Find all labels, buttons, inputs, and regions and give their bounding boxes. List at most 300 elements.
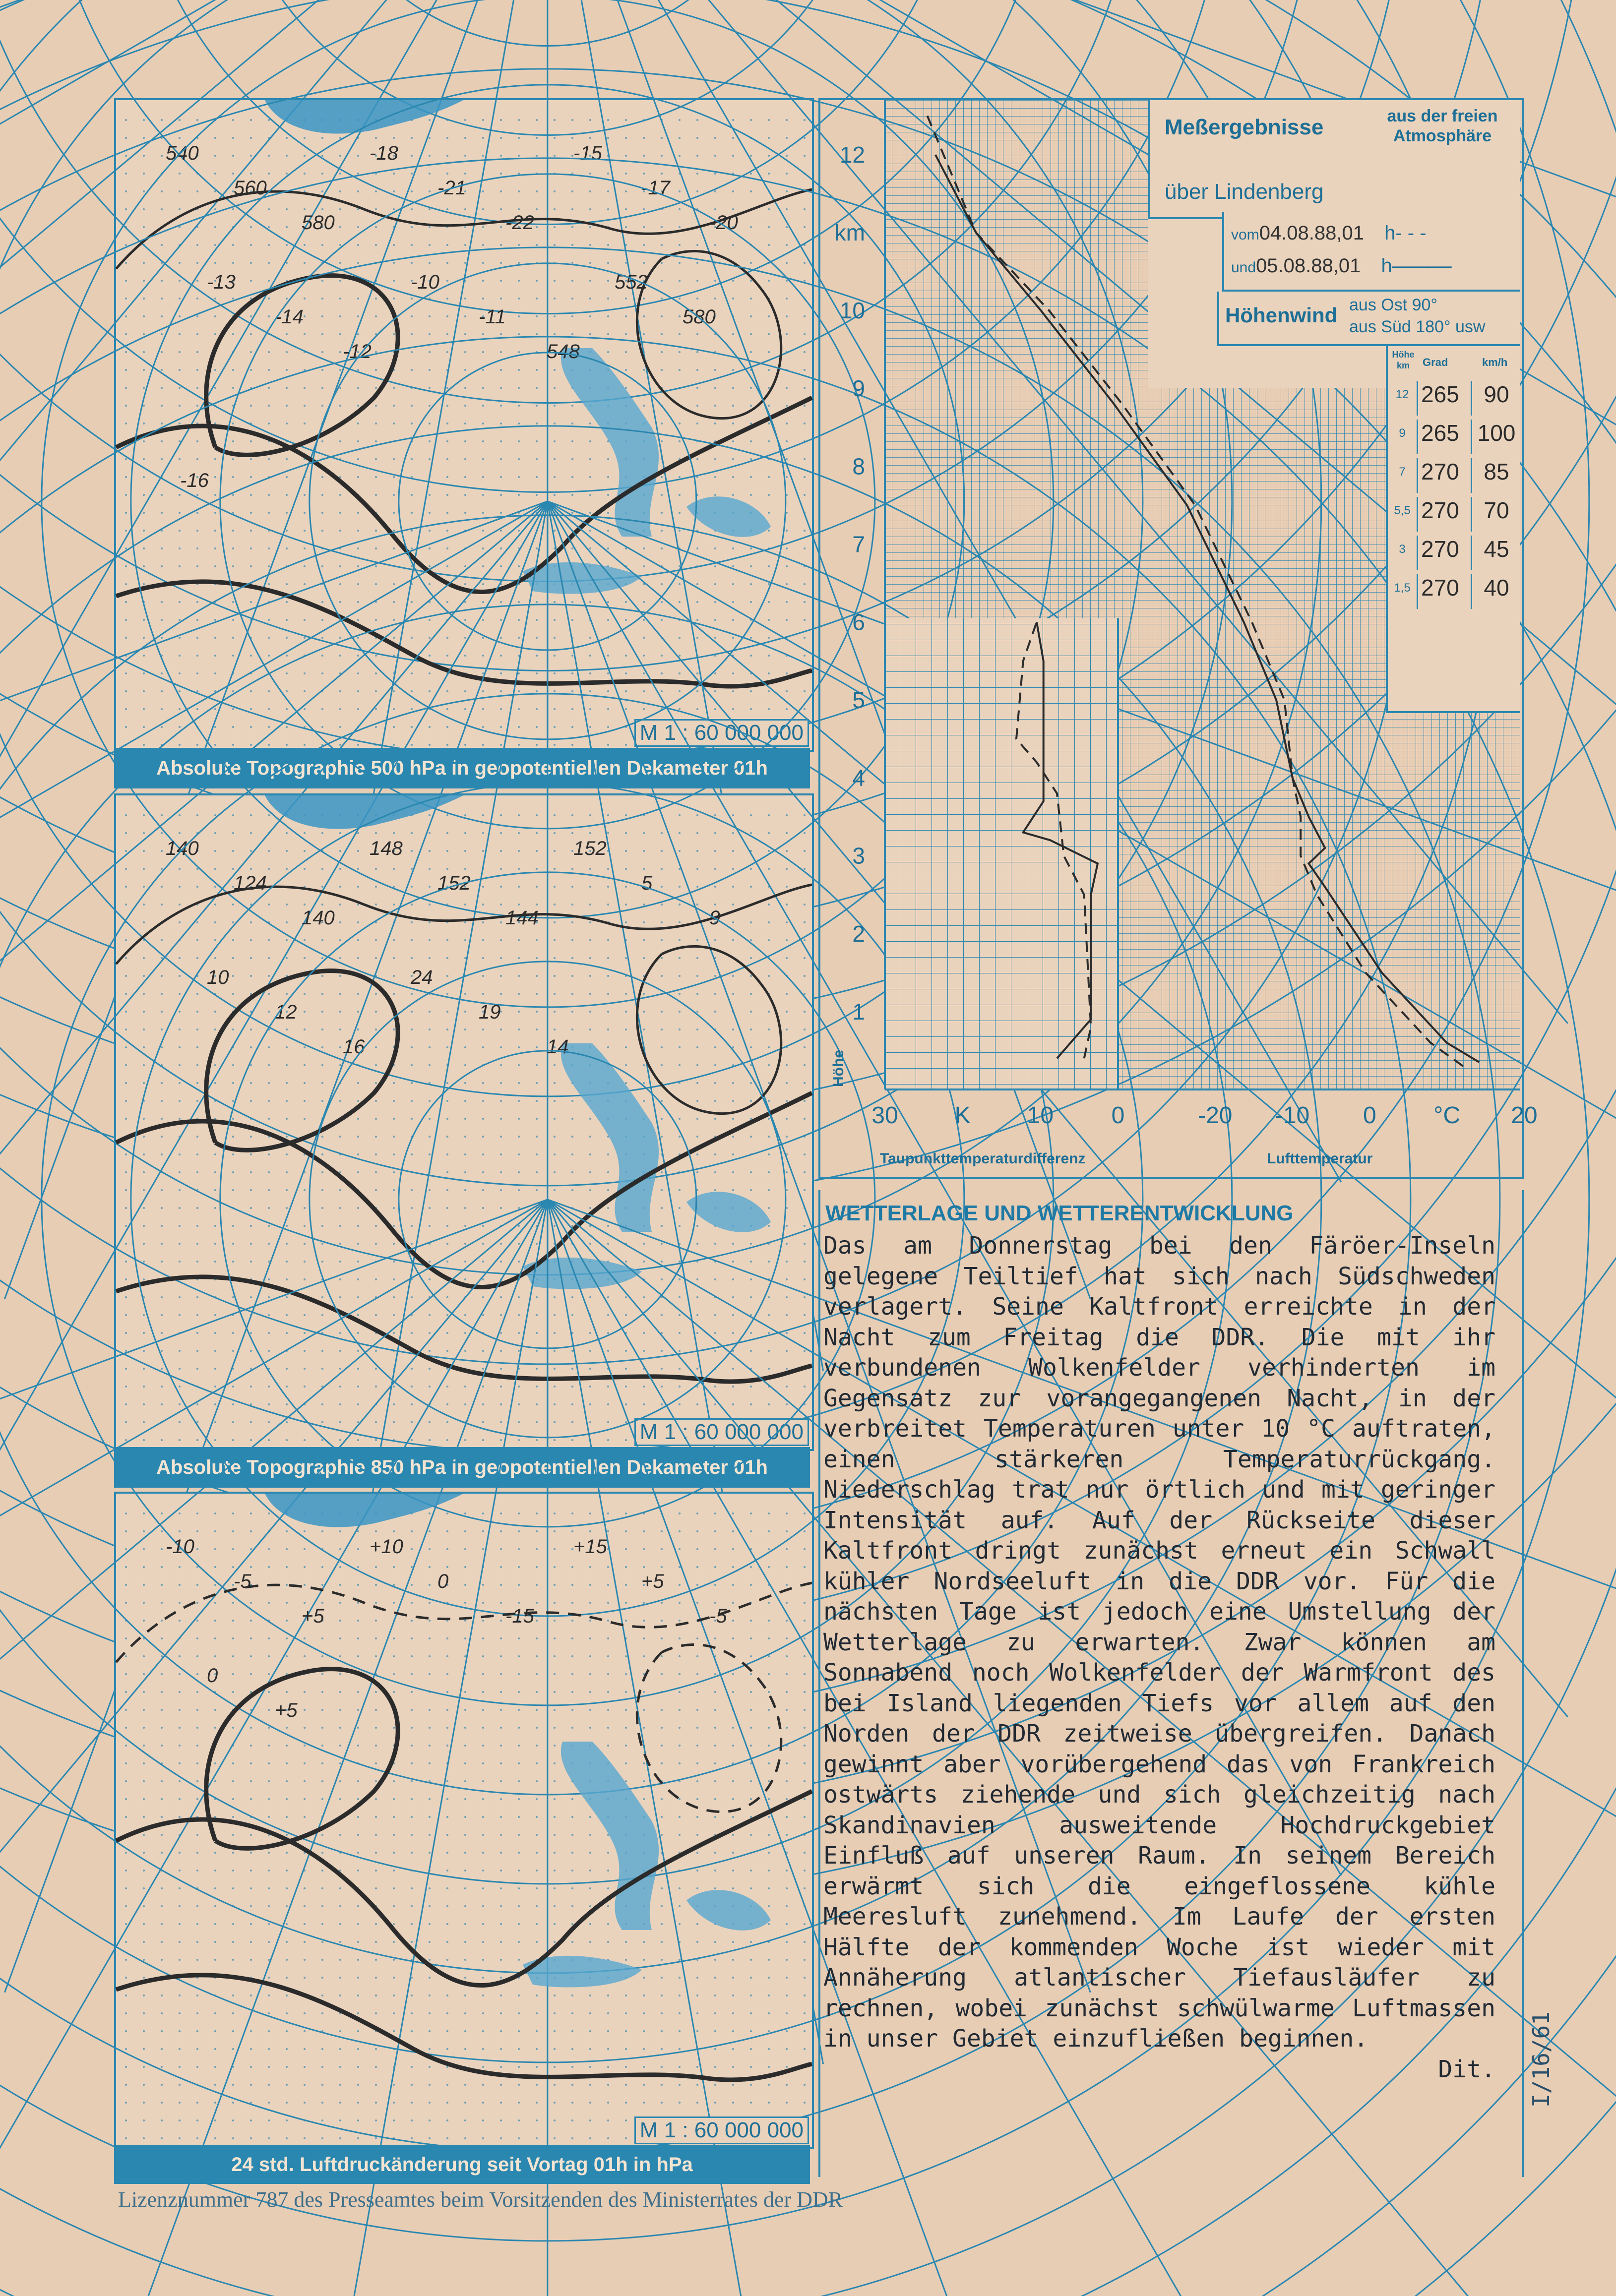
land-dot (661, 1923, 663, 1925)
land-dot (679, 1189, 681, 1191)
land-dot (339, 1620, 341, 1622)
land-dot (232, 1421, 234, 1423)
land-dot (786, 921, 788, 923)
land-dot (518, 637, 520, 639)
land-dot (696, 1314, 698, 1316)
land-dot (179, 2119, 181, 2121)
land-dot (732, 2048, 734, 2050)
land-dot (250, 1100, 252, 1102)
land-dot (732, 1584, 734, 1586)
land-dot (268, 1243, 270, 1245)
land-dot (536, 155, 538, 157)
land-dot (536, 1350, 538, 1352)
land-dot (518, 1314, 520, 1316)
land-dot (607, 1189, 609, 1191)
land-dot (143, 208, 145, 210)
land-dot (607, 458, 609, 460)
land-dot (429, 262, 431, 264)
land-dot (411, 2137, 413, 2139)
land-dot (446, 1332, 448, 1334)
land-dot (696, 832, 698, 834)
land-dot (571, 814, 573, 816)
land-dot (446, 637, 448, 639)
land-dot (786, 1994, 788, 1996)
land-dot (268, 1314, 270, 1316)
land-dot (268, 423, 270, 424)
land-dot (696, 1296, 698, 1298)
land-dot (304, 1780, 306, 1782)
land-dot (750, 423, 752, 424)
land-dot (268, 655, 270, 657)
land-dot (286, 1136, 288, 1138)
land-dot (286, 1243, 288, 1245)
land-dot (464, 476, 466, 478)
land-dot (196, 637, 198, 639)
land-dot (214, 886, 216, 888)
land-dot (768, 1314, 770, 1316)
land-dot (232, 1171, 234, 1173)
land-dot (679, 280, 681, 282)
land-dot (518, 2048, 520, 2050)
land-dot (571, 1994, 573, 1996)
land-dot (643, 1941, 645, 1943)
land-dot (339, 1941, 341, 1943)
land-dot (661, 1941, 663, 1943)
land-dot (589, 939, 591, 941)
land-dot (500, 1064, 502, 1066)
land-dot (143, 832, 145, 834)
land-dot (518, 1834, 520, 1836)
land-dot (554, 2119, 556, 2121)
land-dot (321, 1709, 323, 1711)
land-dot (536, 494, 538, 496)
land-dot (554, 904, 556, 906)
land-dot (661, 1403, 663, 1405)
land-dot (661, 476, 663, 478)
land-dot (804, 2048, 806, 2050)
land-dot (464, 1709, 466, 1711)
land-dot (214, 1153, 216, 1155)
land-dot (161, 1655, 163, 1657)
wind-table (1386, 346, 1520, 713)
land-dot (375, 137, 377, 139)
land-dot (250, 1243, 252, 1245)
land-dot (411, 850, 413, 852)
land-dot (125, 1548, 127, 1550)
land-dot (536, 850, 538, 852)
land-dot (518, 1153, 520, 1155)
land-dot (214, 744, 216, 746)
land-dot (571, 315, 573, 317)
land-dot (179, 190, 181, 192)
land-dot (768, 1977, 770, 1979)
land-dot (589, 814, 591, 816)
land-dot (518, 814, 520, 816)
land-dot (661, 2066, 663, 2068)
land-dot (571, 547, 573, 549)
land-dot (661, 298, 663, 300)
land-dot (732, 1941, 734, 1943)
land-dot (214, 1314, 216, 1316)
land-dot (357, 1655, 359, 1657)
land-dot (143, 2102, 145, 2104)
land-dot (214, 726, 216, 728)
land-dot (464, 619, 466, 621)
land-dot (714, 1403, 716, 1405)
land-dot (393, 1100, 395, 1102)
land-dot (429, 512, 431, 514)
land-dot (286, 1745, 288, 1747)
land-dot (339, 226, 341, 228)
land-dot (518, 975, 520, 977)
land-dot (446, 2048, 448, 2050)
black-sea (686, 496, 771, 537)
land-dot (554, 1350, 556, 1352)
land-dot (143, 655, 145, 657)
land-dot (643, 1403, 645, 1405)
land-dot (696, 1028, 698, 1030)
land-dot (732, 1278, 734, 1280)
land-dot (179, 280, 181, 282)
land-dot (482, 850, 484, 852)
land-dot (304, 1977, 306, 1979)
land-dot (482, 1046, 484, 1048)
land-dot (464, 744, 466, 746)
land-dot (786, 1082, 788, 1084)
land-dot (464, 904, 466, 906)
land-dot (375, 619, 377, 621)
x-right-label: Lufttemperatur (1267, 1150, 1373, 1167)
land-dot (571, 298, 573, 300)
land-dot (554, 1386, 556, 1388)
land-dot (143, 637, 145, 639)
land-dot (696, 137, 698, 139)
land-dot (518, 904, 520, 906)
land-dot (732, 1870, 734, 1872)
land-dot (143, 672, 145, 674)
land-dot (607, 814, 609, 816)
land-dot (125, 904, 127, 906)
land-dot (411, 1941, 413, 1943)
land-dot (714, 1602, 716, 1604)
land-dot (357, 1834, 359, 1836)
land-dot (643, 1637, 645, 1639)
land-dot (536, 476, 538, 478)
land-dot (446, 1512, 448, 1514)
land-dot (500, 672, 502, 674)
land-dot (464, 2048, 466, 2050)
land-dot (464, 1350, 466, 1352)
land-dot (589, 547, 591, 549)
land-dot (143, 726, 145, 728)
land-dot (571, 423, 573, 424)
land-dot (304, 333, 306, 335)
land-dot (643, 2012, 645, 2014)
land-dot (429, 1548, 431, 1550)
land-dot (589, 921, 591, 923)
land-dot (304, 1923, 306, 1925)
land-dot (125, 1727, 127, 1729)
land-dot (232, 547, 234, 549)
land-dot (429, 814, 431, 816)
land-dot (571, 244, 573, 246)
land-dot (554, 672, 556, 674)
land-dot (304, 690, 306, 692)
land-dot (411, 957, 413, 959)
land-dot (536, 423, 538, 424)
land-dot (196, 1941, 198, 1943)
land-dot (750, 2102, 752, 2104)
land-dot (321, 868, 323, 870)
land-dot (589, 423, 591, 424)
land-dot (429, 1314, 431, 1316)
land-dot (339, 1439, 341, 1441)
land-dot (482, 1709, 484, 1711)
land-dot (446, 1852, 448, 1854)
land-dot (661, 1798, 663, 1800)
land-dot (714, 1780, 716, 1782)
land-dot (500, 975, 502, 977)
land-dot (393, 1602, 395, 1604)
land-dot (321, 1637, 323, 1639)
land-dot (196, 1439, 198, 1441)
land-dot (375, 1046, 377, 1048)
land-dot (696, 1368, 698, 1370)
land-dot (464, 655, 466, 657)
land-dot (554, 921, 556, 923)
land-dot (714, 405, 716, 407)
land-dot (464, 832, 466, 834)
land-dot (661, 1261, 663, 1263)
land-dot (268, 547, 270, 549)
land-dot (714, 1566, 716, 1568)
land-dot (661, 1602, 663, 1604)
land-dot (286, 1870, 288, 1872)
land-dot (250, 975, 252, 977)
land-dot (464, 1745, 466, 1747)
land-dot (732, 1994, 734, 1996)
land-dot (304, 155, 306, 157)
land-dot (125, 155, 127, 157)
land-dot (250, 2102, 252, 2104)
land-dot (571, 494, 573, 496)
land-dot (393, 1207, 395, 1209)
land-dot (446, 957, 448, 959)
land-dot (375, 690, 377, 692)
land-dot (500, 1637, 502, 1639)
land-dot (321, 1028, 323, 1030)
land-dot (286, 690, 288, 692)
land-dot (411, 1852, 413, 1854)
land-dot (482, 1834, 484, 1836)
land-dot (125, 1959, 127, 1961)
land-dot (179, 1512, 181, 1514)
land-dot (268, 458, 270, 460)
land-dot (161, 1798, 163, 1800)
land-dot (393, 1189, 395, 1191)
land-dot (214, 939, 216, 941)
land-dot (500, 333, 502, 335)
land-dot (732, 1620, 734, 1622)
land-dot (214, 1762, 216, 1764)
land-dot (339, 387, 341, 389)
land-dot (161, 1368, 163, 1370)
land-dot (732, 1691, 734, 1693)
land-dot (214, 2066, 216, 2068)
land-dot (750, 1530, 752, 1532)
land-dot (482, 1923, 484, 1925)
land-dot (589, 1566, 591, 1568)
land-dot (696, 1745, 698, 1747)
land-dot (161, 1439, 163, 1441)
land-dot (375, 369, 377, 371)
land-dot (286, 921, 288, 923)
land-dot (714, 2102, 716, 2104)
land-dot (446, 939, 448, 941)
land-dot (411, 1762, 413, 1764)
land-dot (786, 262, 788, 264)
land-dot (696, 458, 698, 460)
land-dot (554, 1870, 556, 1872)
wind-direction: 270 (1417, 574, 1472, 609)
land-dot (250, 1046, 252, 1048)
land-dot (429, 672, 431, 674)
land-dot (125, 2137, 127, 2139)
land-dot (321, 494, 323, 496)
land-dot (482, 1745, 484, 1747)
land-dot (571, 1314, 573, 1316)
land-dot (464, 1566, 466, 1568)
land-dot (357, 208, 359, 210)
land-dot (375, 1852, 377, 1854)
land-dot (768, 868, 770, 870)
land-dot (571, 1727, 573, 1729)
isoline-label: 0 (207, 1665, 218, 1687)
land-dot (161, 1941, 163, 1943)
land-dot (804, 2084, 806, 2086)
land-dot (286, 1780, 288, 1782)
land-dot (214, 655, 216, 657)
land-dot (179, 547, 181, 549)
land-dot (179, 655, 181, 657)
land-dot (625, 868, 627, 870)
land-dot (411, 1923, 413, 1925)
land-dot (232, 458, 234, 460)
land-dot (518, 2084, 520, 2086)
land-dot (196, 1905, 198, 1907)
land-dot (286, 2012, 288, 2014)
land-dot (589, 476, 591, 478)
land-dot (357, 939, 359, 941)
land-dot (250, 1941, 252, 1943)
land-dot (125, 1584, 127, 1586)
land-dot (696, 1887, 698, 1889)
land-dot (393, 1530, 395, 1532)
land-dot (393, 744, 395, 746)
land-dot (607, 2030, 609, 2032)
land-dot (786, 155, 788, 157)
land-dot (589, 690, 591, 692)
land-dot (732, 190, 734, 192)
land-dot (286, 1852, 288, 1854)
land-dot (179, 208, 181, 210)
land-dot (304, 2084, 306, 2086)
land-dot (286, 904, 288, 906)
land-dot (429, 1655, 431, 1657)
land-dot (161, 119, 163, 121)
land-dot (411, 173, 413, 175)
land-dot (696, 1225, 698, 1227)
land-dot (786, 1727, 788, 1729)
land-dot (179, 619, 181, 621)
land-dot (571, 690, 573, 692)
land-dot (304, 1350, 306, 1352)
land-dot (143, 1439, 145, 1441)
land-dot (554, 868, 556, 870)
land-dot (196, 672, 198, 674)
land-dot (250, 1566, 252, 1568)
land-dot (679, 1548, 681, 1550)
land-dot (393, 494, 395, 496)
land-dot (661, 957, 663, 959)
land-dot (304, 1816, 306, 1818)
land-dot (625, 1655, 627, 1657)
land-dot (393, 1780, 395, 1782)
land-dot (196, 957, 198, 959)
x-left-tick-label: K (954, 1102, 971, 1129)
land-dot (750, 1350, 752, 1352)
land-dot (500, 1691, 502, 1693)
land-dot (482, 886, 484, 888)
land-dot (500, 1439, 502, 1441)
land-dot (357, 1368, 359, 1370)
land-dot (375, 1941, 377, 1943)
land-dot (464, 405, 466, 407)
land-dot (768, 1620, 770, 1622)
land-dot (214, 2102, 216, 2104)
land-dot (214, 298, 216, 300)
land-dot (375, 1421, 377, 1423)
land-dot (161, 708, 163, 710)
map-scale: M 1 : 60 000 000 (634, 2116, 809, 2144)
land-dot (125, 1278, 127, 1280)
land-dot (125, 1011, 127, 1013)
land-dot (500, 814, 502, 816)
land-dot (661, 1548, 663, 1550)
land-dot (286, 1566, 288, 1568)
land-dot (232, 1100, 234, 1102)
land-dot (500, 173, 502, 175)
land-dot (625, 226, 627, 228)
land-dot (393, 387, 395, 389)
land-dot (732, 280, 734, 282)
land-dot (571, 708, 573, 710)
wind-height: 7 (1399, 465, 1406, 479)
land-dot (607, 1512, 609, 1514)
land-dot (321, 1082, 323, 1084)
land-dot (786, 1530, 788, 1532)
land-dot (464, 2119, 466, 2121)
land-dot (589, 1602, 591, 1604)
land-dot (161, 155, 163, 157)
land-dot (286, 1368, 288, 1370)
land-dot (321, 1046, 323, 1048)
land-dot (268, 405, 270, 407)
land-dot (268, 565, 270, 567)
land-dot (375, 832, 377, 834)
land-dot (732, 1100, 734, 1102)
land-dot (518, 708, 520, 710)
